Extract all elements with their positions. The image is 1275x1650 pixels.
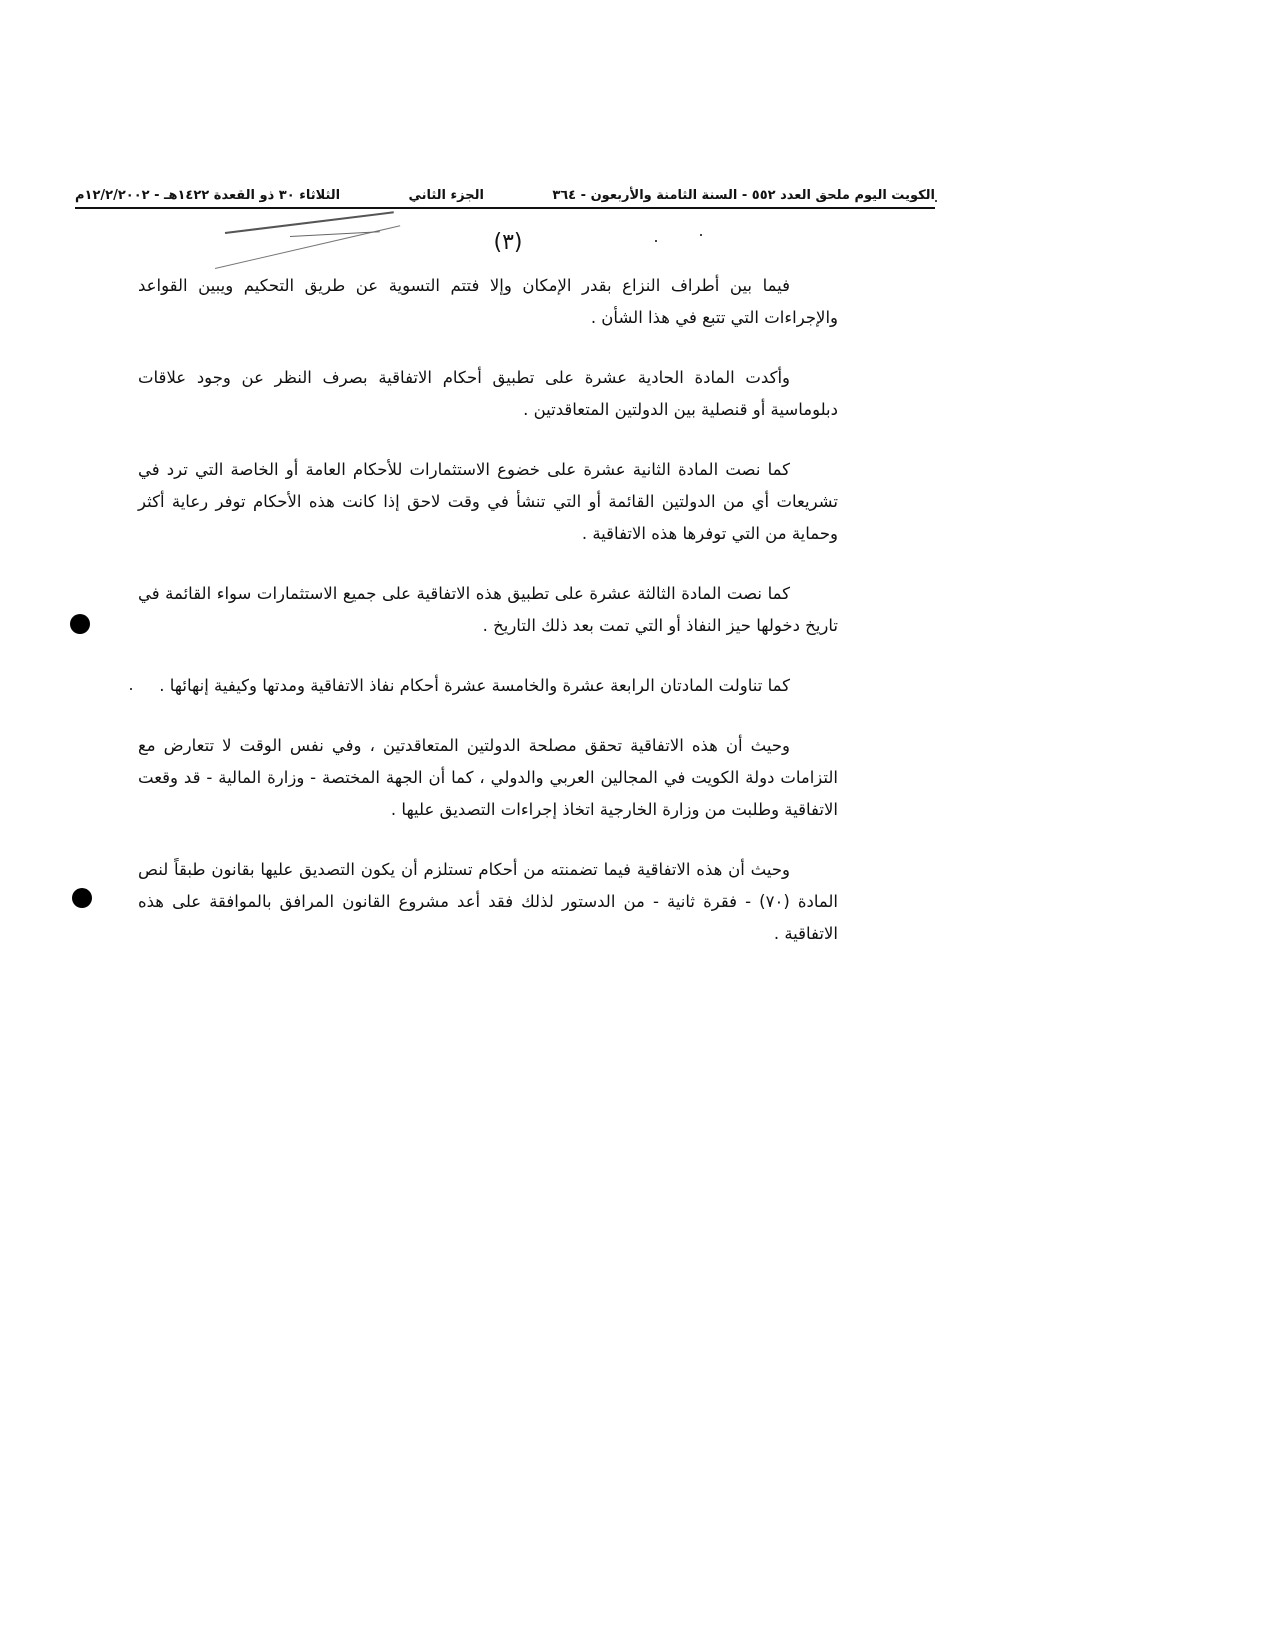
paragraph: وحيث أن هذه الاتفاقية فيما تضمنته من أحكام تستلزم أن يكون التصديق عليها بقانون طبقاً لنص المادة (٧٠) - فقرة ثانية - من الدستور لذلك فقد أعد مشروع القانون المرافق بالموافقة على هذه الاتفاقية . (138, 860, 839, 943)
page-number: (٣) (493, 230, 523, 255)
header-date: الثلاثاء ٣٠ ذو القعدة ١٤٢٢هـ - ١٢/٢/٢٠٠٢م (75, 188, 341, 203)
punch-hole-mark (72, 888, 92, 908)
paragraph: وحيث أن هذه الاتفاقية تحقق مصلحة الدولتين المتعاقدتين ، وفي نفس الوقت لا تتعارض مع التزامات دولة الكويت في المجالين العربي والدولي ، كما أن الجهة المختصة - وزارة المالية - قد وقعت الاتفاقية وطلبت من وزارة الخارجية اتخاذ إجراءات التصديق عليها . (138, 736, 838, 819)
paragraph: كما تناولت المادتان الرابعة عشرة والخامسة عشرة أحكام نفاذ الاتفاقية ومدتها وكيفية إنهائها . (159, 676, 790, 695)
paragraph: وأكدت المادة الحادية عشرة على تطبيق أحكام الاتفاقية بصرف النظر عن وجود علاقات دبلوماسية أو قنصلية بين الدولتين المتعاقدتين . (138, 368, 838, 419)
punch-hole-mark (70, 614, 90, 634)
paragraph: كما نصت المادة الثالثة عشرة على تطبيق هذه الاتفاقية على جميع الاستثمارات سواء القائمة في تاريخ دخولها حيز النفاذ أو التي تمت بعد ذلك التاريخ . (138, 584, 838, 635)
paragraph: فيما بين أطراف النزاع بقدر الإمكان وإلا فتتم التسوية عن طريق التحكيم ويبين القواعد والإجراءات التي تتبع في هذا الشأن . (138, 276, 838, 327)
scan-speck (655, 240, 657, 242)
scan-speck (700, 234, 702, 236)
paragraph: كما نصت المادة الثانية عشرة على خضوع الاستثمارات للأحكام العامة أو الخاصة التي ترد في تشريعات أي من الدولتين القائمة أو التي تنشأ في وقت لاحق إذا كانت هذه الأحكام توفر رعاية أكثر وحماية من التي توفرها هذه الاتفاقية . (138, 460, 838, 543)
scan-speck (935, 200, 937, 202)
document-body (138, 270, 838, 978)
page-header (75, 188, 935, 209)
header-part: الجزء الثاني (408, 188, 484, 203)
scan-artifact-line (290, 231, 380, 237)
header-publication: الكويت اليوم ملحق العدد ٥٥٢ - السنة الثامنة والأربعون - ٣٦٤ (552, 188, 935, 203)
scan-speck (130, 688, 132, 690)
scan-artifact-line (225, 211, 394, 234)
